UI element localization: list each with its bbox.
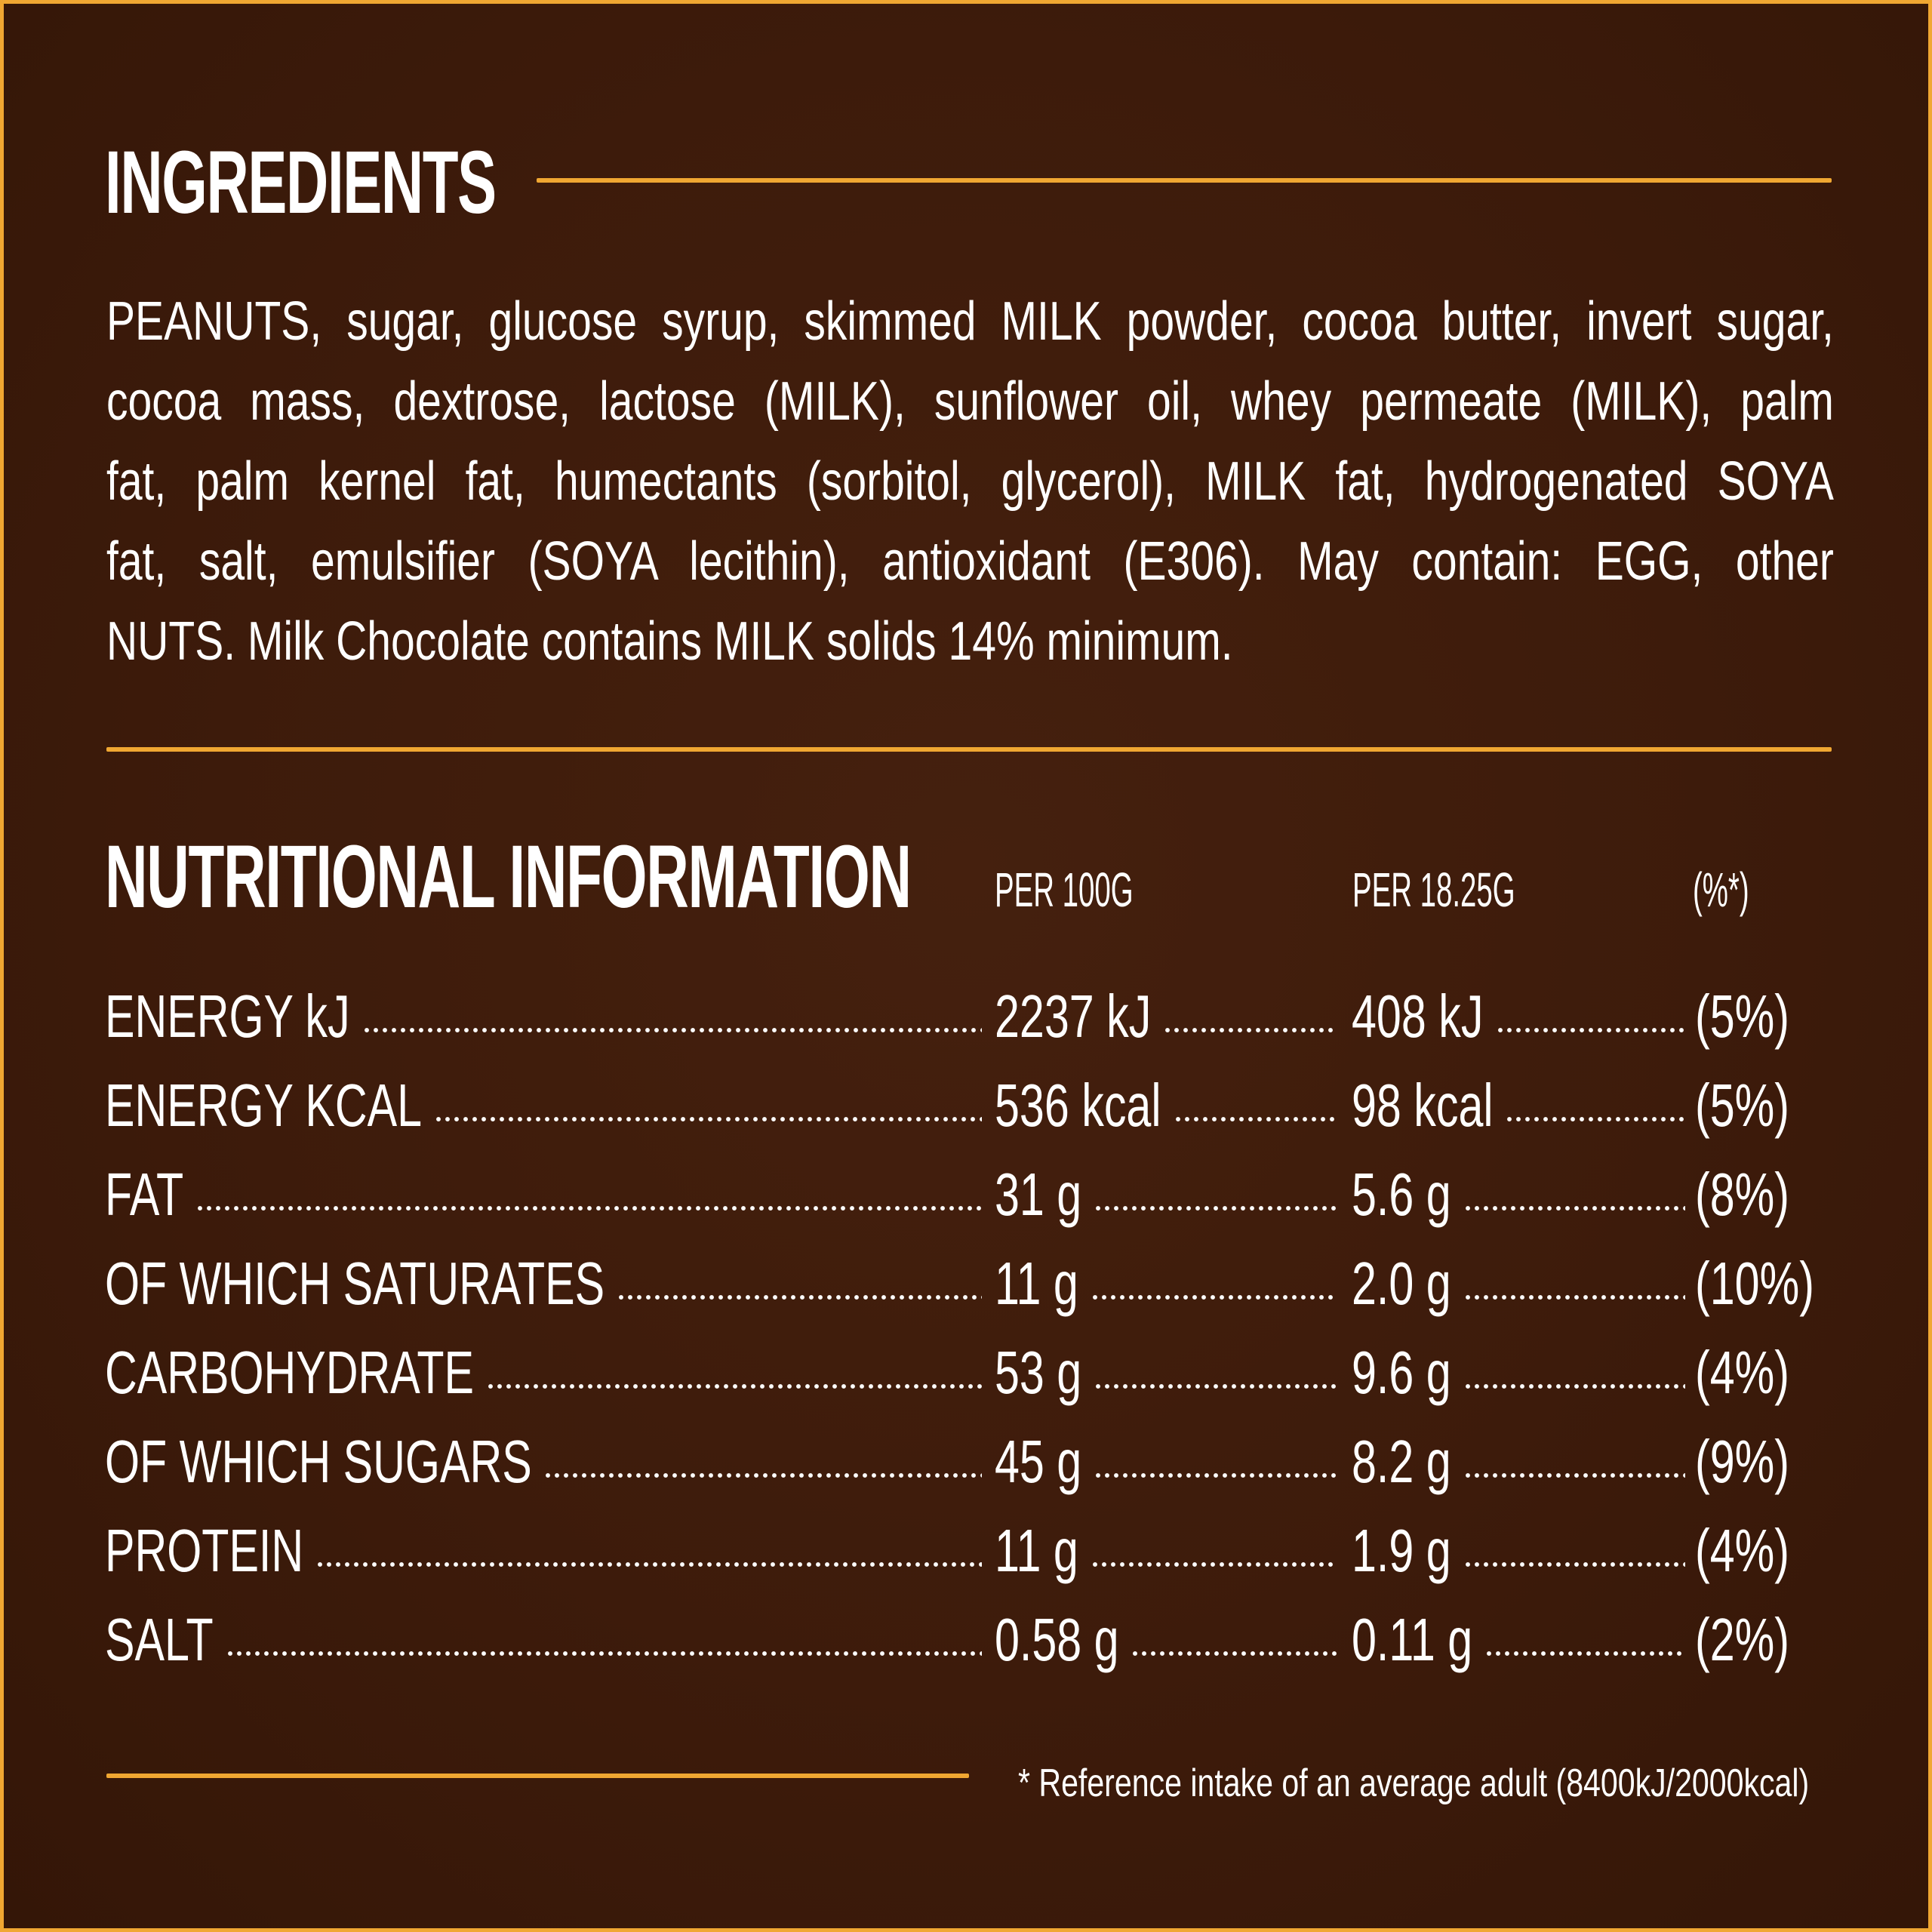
nutrient-label: SALT [105,1606,214,1673]
ingredients-heading-rule [537,178,1832,183]
value-per-100g: 11 g [995,1517,1078,1584]
value-per-serving: 2.0 g [1352,1250,1451,1317]
dot-leader-3 [1463,1561,1685,1568]
dot-leader-1 [195,1204,982,1212]
value-reference-intake: (5%) [1695,983,1789,1050]
nutrition-row [4,1250,1932,1318]
value-per-100g: 31 g [995,1161,1082,1228]
nutrition-row [4,1072,1932,1140]
ingredients-line: fat, salt, emulsifier (SOYA lecithin), antioxidant (E306). May contain: EGG, other [106,531,1834,592]
dot-leader-3 [1463,1383,1685,1390]
value-per-serving: 98 kcal [1352,1072,1494,1139]
nutrition-row [4,1428,1932,1496]
dot-leader-2 [1174,1115,1337,1123]
ingredients-line: PEANUTS, sugar, glucose syrup, skimmed MILK powder, cocoa butter, invert sugar, [106,291,1834,352]
value-per-100g: 0.58 g [995,1606,1119,1673]
dot-leader-3 [1463,1204,1685,1212]
reference-intake-footnote: * Reference intake of an average adult (8400kJ/2000kcal) [1018,1761,1810,1805]
nutrient-label: FAT [105,1161,184,1228]
dot-leader-2 [1094,1472,1337,1479]
dot-leader-2 [1131,1650,1337,1657]
dot-leader-2 [1091,1294,1337,1301]
nutrition-row [4,1161,1932,1229]
dot-leader-1 [486,1383,982,1390]
value-reference-intake: (2%) [1695,1606,1789,1673]
value-per-serving: 5.6 g [1352,1161,1451,1228]
value-per-serving: 9.6 g [1352,1339,1451,1406]
value-reference-intake: (10%) [1695,1250,1814,1317]
nutrition-row [4,1517,1932,1585]
value-per-100g: 2237 kJ [995,983,1152,1050]
nutrient-label: PROTEIN [105,1517,304,1584]
column-header-per-serving: PER 18.25G [1352,863,1515,917]
column-header-per-100g: PER 100G [995,863,1134,917]
nutrient-label: ENERGY kJ [105,983,350,1050]
nutrient-label: OF WHICH SUGARS [105,1428,532,1495]
dot-leader-1 [434,1115,982,1123]
nutrient-label: CARBOHYDRATE [105,1339,475,1406]
section-divider [106,747,1832,752]
value-per-serving: 408 kJ [1352,983,1484,1050]
dot-leader-2 [1094,1204,1337,1212]
dot-leader-1 [315,1561,982,1568]
dot-leader-1 [617,1294,982,1301]
ingredients-line: NUTS. Milk Chocolate contains MILK solids 14% minimum. [106,611,1233,672]
value-per-serving: 8.2 g [1352,1428,1451,1495]
nutrition-row [4,1606,1932,1674]
column-header-reference-intake: (%*) [1693,863,1749,917]
dot-leader-3 [1463,1472,1685,1479]
value-per-100g: 11 g [995,1250,1078,1317]
dot-leader-2 [1091,1561,1337,1568]
nutrition-row [4,1339,1932,1407]
value-per-serving: 1.9 g [1352,1517,1451,1584]
value-per-100g: 45 g [995,1428,1082,1495]
value-reference-intake: (8%) [1695,1161,1789,1228]
ingredients-text [106,281,1835,681]
value-per-serving: 0.11 g [1352,1606,1473,1673]
ingredients-line: fat, palm kernel fat, humectants (sorbitol, glycerol), MILK fat, hydrogenated SOYA [106,451,1834,512]
nutrient-label: OF WHICH SATURATES [105,1250,605,1317]
nutrient-label: ENERGY KCAL [105,1072,423,1139]
dot-leader-3 [1505,1115,1685,1123]
value-reference-intake: (4%) [1695,1517,1789,1584]
value-per-100g: 53 g [995,1339,1082,1406]
value-reference-intake: (5%) [1695,1072,1789,1139]
dot-leader-1 [226,1650,982,1657]
footnote-rule [106,1774,969,1778]
dot-leader-3 [1463,1294,1685,1301]
dot-leader-1 [362,1026,982,1034]
ingredients-heading: INGREDIENTS [105,133,496,232]
ingredients-line: cocoa mass, dextrose, lactose (MILK), sunflower oil, whey permeate (MILK), palm [106,371,1834,432]
dot-leader-3 [1484,1650,1685,1657]
nutrition-row [4,983,1932,1051]
dot-leader-3 [1496,1026,1685,1034]
dot-leader-2 [1094,1383,1337,1390]
dot-leader-1 [543,1472,982,1479]
value-reference-intake: (9%) [1695,1428,1789,1495]
nutrition-heading: NUTRITIONAL INFORMATION [105,827,911,927]
value-per-100g: 536 kcal [995,1072,1161,1139]
value-reference-intake: (4%) [1695,1339,1789,1406]
dot-leader-2 [1163,1026,1337,1034]
